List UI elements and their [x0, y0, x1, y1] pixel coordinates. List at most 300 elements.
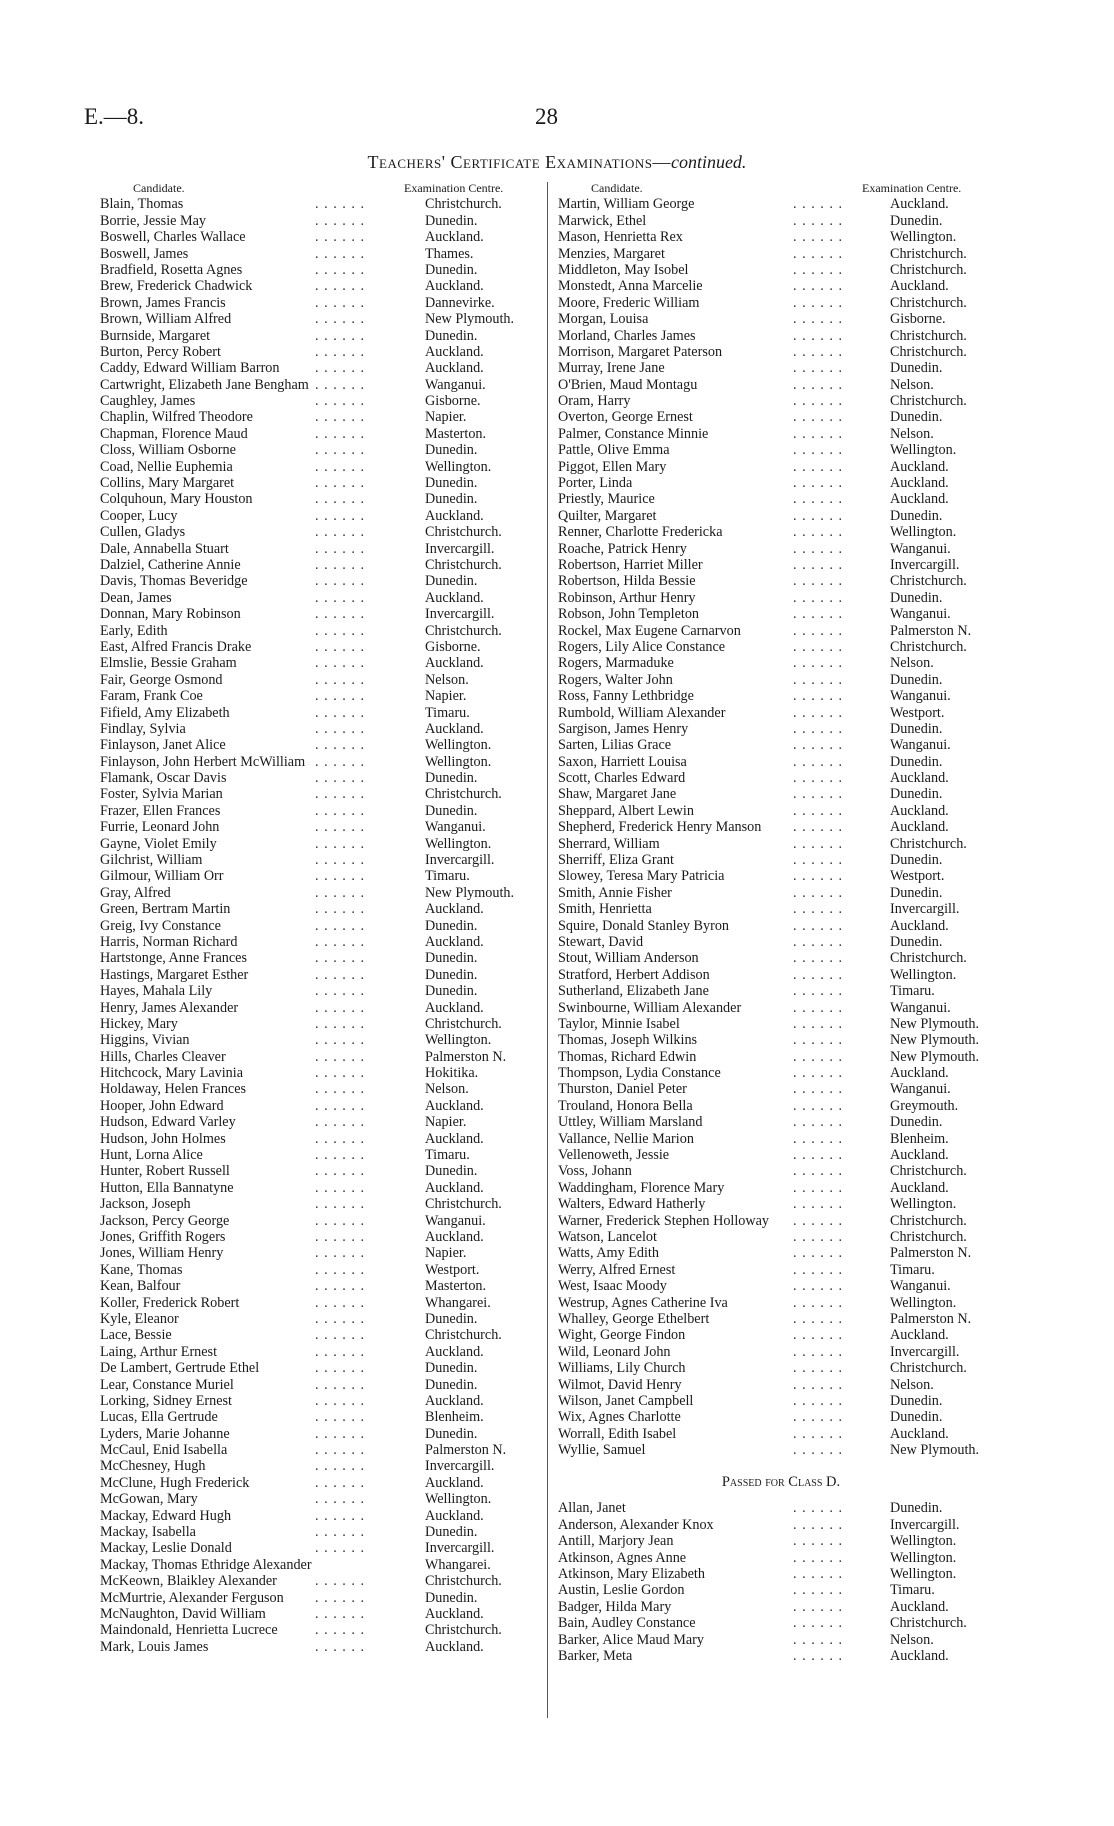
dot-leader: . . . . . .: [315, 1278, 366, 1295]
examination-centre: Timaru.: [425, 704, 470, 721]
dot-leader: . . . . . .: [315, 720, 366, 737]
examination-centre: New Plymouth.: [890, 1442, 980, 1459]
examination-centre: Dunedin.: [425, 802, 478, 819]
candidate-row: [558, 1180, 1014, 1196]
dot-leader: . . . . . .: [793, 1409, 844, 1426]
candidate-row: [558, 606, 1014, 622]
candidate-row: [558, 885, 1014, 901]
candidate-row: [558, 508, 1014, 524]
examination-centre: Palmerston N.: [890, 622, 972, 639]
examination-centre: Auckland.: [425, 1130, 484, 1147]
candidate-name: Cartwright, Elizabeth Jane Bengham: [100, 376, 309, 393]
examination-centre: Invercargill.: [890, 901, 960, 918]
examination-centre: Auckland.: [425, 507, 484, 524]
candidate-row: [100, 705, 520, 721]
candidate-name: Hudson, John Holmes: [100, 1130, 226, 1147]
left-column-header: [100, 180, 520, 196]
dot-leader: . . . . . .: [315, 294, 366, 311]
candidate-header: Candidate.: [133, 181, 185, 195]
candidate-row: [558, 1615, 1014, 1631]
examination-centre: Christchurch.: [425, 622, 502, 639]
examination-centre: Wellington.: [890, 524, 957, 541]
examination-centre: Invercargill.: [890, 1343, 960, 1360]
candidate-name: Bain, Audley Constance: [558, 1615, 696, 1632]
candidate-row: [100, 901, 520, 917]
page-number: 28: [535, 104, 558, 129]
examination-centre: Napier.: [425, 409, 467, 426]
dot-leader: . . . . . .: [793, 704, 844, 721]
candidate-row: [558, 1500, 1014, 1516]
examination-centre: Dunedin.: [425, 442, 478, 459]
candidate-row: [100, 1360, 520, 1376]
examination-centre: Wanganui.: [890, 737, 951, 754]
examination-centre: Auckland.: [890, 802, 949, 819]
candidate-name: Mackay, Leslie Donald: [100, 1540, 232, 1557]
examination-centre: Christchurch.: [425, 1196, 502, 1213]
candidate-name: Mackay, Edward Hugh: [100, 1507, 232, 1524]
candidate-name: Williams, Lily Church: [558, 1360, 686, 1377]
dot-leader: . . . . . .: [315, 556, 366, 573]
candidate-row: [558, 262, 1014, 278]
dot-leader: . . . . . .: [793, 835, 844, 852]
dot-leader: . . . . . .: [793, 655, 844, 672]
candidate-row: [100, 1393, 520, 1409]
dot-leader: . . . . . .: [315, 835, 366, 852]
examination-centre: New Plymouth.: [890, 1032, 980, 1049]
candidate-name: Brown, James Francis: [100, 294, 226, 311]
candidate-row: [558, 377, 1014, 393]
candidate-name: Foster, Sylvia Marian: [100, 786, 223, 803]
left-candidate-list: [100, 196, 520, 1655]
dot-leader: . . . . . .: [315, 343, 366, 360]
candidate-name: Thomas, Joseph Wilkins: [558, 1032, 698, 1049]
candidate-row: [558, 1360, 1014, 1376]
examination-centre: Dunedin.: [425, 212, 478, 229]
examination-centre: Wellington.: [425, 753, 492, 770]
candidate-name: Taylor, Minnie Isabel: [558, 1015, 680, 1032]
examination-centre: Invercargill.: [425, 606, 495, 623]
examination-centre: Dunedin.: [890, 884, 943, 901]
candidate-name: Davis, Thomas Beveridge: [100, 573, 248, 590]
candidate-row: [558, 311, 1014, 327]
dot-leader: . . . . . .: [315, 376, 366, 393]
candidate-name: Watson, Lancelot: [558, 1229, 657, 1245]
dot-leader: . . . . . .: [315, 245, 366, 262]
candidate-name: Middleton, May Isobel: [558, 261, 689, 278]
dot-leader: . . . . . .: [315, 1163, 366, 1180]
examination-centre: Wellington.: [890, 966, 957, 983]
candidate-name: Lucas, Ella Gertrude: [100, 1409, 218, 1426]
candidate-name: Trouland, Honora Bella: [558, 1097, 693, 1114]
candidate-row: [100, 1442, 520, 1458]
examination-centre: Wellington.: [425, 458, 492, 475]
candidate-name: Stout, William Anderson: [558, 950, 699, 967]
candidate-row: [558, 688, 1014, 704]
dot-leader: . . . . . .: [315, 1524, 366, 1541]
examination-centre: Dunedin.: [890, 1114, 943, 1131]
candidate-row: [558, 1229, 1014, 1245]
examination-centre: Dunedin.: [425, 770, 478, 787]
examination-centre: Dunedin.: [890, 720, 943, 737]
examination-centre: Christchurch.: [425, 1015, 502, 1032]
candidate-name: Watts, Amy Edith: [558, 1245, 659, 1262]
candidate-name: Greig, Ivy Constance: [100, 917, 221, 934]
candidate-row: [558, 196, 1014, 212]
candidate-row: [100, 1000, 520, 1016]
dot-leader: . . . . . .: [793, 1097, 844, 1114]
examination-centre: Nelson.: [890, 655, 934, 672]
examination-centre: Napier.: [425, 688, 467, 705]
candidate-name: Swinbourne, William Alexander: [558, 999, 742, 1016]
examination-centre: Auckland.: [890, 1147, 949, 1164]
dot-leader: . . . . . .: [793, 950, 844, 967]
dot-leader: . . . . . .: [793, 884, 844, 901]
examination-centre: Nelson.: [425, 1081, 469, 1098]
examination-centre: Auckland.: [425, 229, 484, 246]
dot-leader: . . . . . .: [315, 753, 366, 770]
dot-leader: . . . . . .: [793, 1048, 844, 1065]
examination-centre: Christchurch.: [425, 1327, 502, 1344]
dot-leader: . . . . . .: [315, 1343, 366, 1360]
examination-centre: Auckland.: [425, 278, 484, 295]
examination-centre: Dunedin.: [425, 1376, 478, 1393]
candidate-row: [100, 1508, 520, 1524]
candidate-row: [100, 1327, 520, 1343]
candidate-name: Pattle, Olive Emma: [558, 442, 670, 459]
dot-leader: . . . . . .: [793, 1196, 844, 1213]
examination-centre: Auckland.: [425, 1343, 484, 1360]
dot-leader: . . . . . .: [315, 966, 366, 983]
candidate-name: Saxon, Harriett Louisa: [558, 753, 687, 770]
examination-centre: Auckland.: [425, 655, 484, 672]
dot-leader: . . . . . .: [793, 1647, 844, 1664]
candidate-row: [100, 1229, 520, 1245]
candidate-row: [100, 1639, 520, 1655]
dot-leader: . . . . . .: [793, 1163, 844, 1180]
examination-centre: Invercargill.: [425, 1540, 495, 1557]
examination-centre: Whangarei.: [425, 1294, 491, 1311]
candidate-name: Bradfield, Rosetta Agnes: [100, 261, 243, 278]
candidate-row: [100, 967, 520, 983]
examination-centre: Wellington.: [425, 835, 492, 852]
candidate-name: Thompson, Lydia Constance: [558, 1065, 721, 1082]
candidate-row: [100, 1163, 520, 1179]
candidate-name: Jones, Griffith Rogers: [100, 1229, 226, 1245]
dot-leader: . . . . . .: [315, 950, 366, 967]
examination-centre: Dunedin.: [425, 475, 478, 492]
candidate-name: Jackson, Joseph: [100, 1196, 191, 1213]
class-d-candidate-list: [558, 1500, 1014, 1664]
examination-centre: Dunedin.: [890, 507, 943, 524]
candidate-row: [558, 1533, 1014, 1549]
dot-leader: . . . . . .: [315, 917, 366, 934]
dot-leader: . . . . . .: [793, 1442, 844, 1459]
examination-centre: Christchurch.: [890, 393, 967, 410]
examination-centre: Wellington.: [425, 737, 492, 754]
examination-centre: Wellington.: [425, 1491, 492, 1508]
candidate-name: Maindonald, Henrietta Lucrece: [100, 1622, 278, 1639]
candidate-name: Martin, William George: [558, 196, 695, 213]
examination-centre: Masterton.: [425, 1278, 487, 1295]
candidate-row: [558, 409, 1014, 425]
candidate-name: Faram, Frank Coe: [100, 688, 203, 705]
candidate-row: [558, 721, 1014, 737]
candidate-name: Thomas, Richard Edwin: [558, 1048, 697, 1065]
examination-centre: Auckland.: [890, 196, 949, 213]
candidate-name: Sarten, Lilias Grace: [558, 737, 672, 754]
candidate-row: [558, 1000, 1014, 1016]
dot-leader: . . . . . .: [315, 1638, 366, 1655]
examination-centre: Westport.: [890, 868, 945, 885]
examination-centre: Dunedin.: [890, 933, 943, 950]
examination-centre: Christchurch.: [425, 1573, 502, 1590]
dot-leader: . . . . . .: [315, 1130, 366, 1147]
candidate-row: [558, 1278, 1014, 1294]
candidate-name: Roache, Patrick Henry: [558, 540, 687, 557]
candidate-row: [100, 1458, 520, 1474]
examination-centre: Christchurch.: [890, 294, 967, 311]
dot-leader: . . . . . .: [793, 737, 844, 754]
candidate-row: [558, 573, 1014, 589]
candidate-row: [100, 524, 520, 540]
candidate-row: [558, 1344, 1014, 1360]
candidate-row: [100, 246, 520, 262]
candidate-name: Mackay, Isabella: [100, 1524, 196, 1541]
examination-centre: Wanganui.: [890, 540, 951, 557]
candidate-name: Barker, Meta: [558, 1647, 633, 1664]
dot-leader: . . . . . .: [793, 1582, 844, 1599]
candidate-row: [100, 278, 520, 294]
candidate-row: [100, 573, 520, 589]
dot-leader: . . . . . .: [315, 507, 366, 524]
dot-leader: . . . . . .: [315, 278, 366, 295]
candidate-row: [558, 1566, 1014, 1582]
examination-centre: Auckland.: [890, 278, 949, 295]
examination-centre: Auckland.: [425, 1179, 484, 1196]
candidate-name: Wight, George Findon: [558, 1327, 686, 1344]
candidate-name: Hudson, Edward Varley: [100, 1114, 236, 1131]
dot-leader: . . . . . .: [793, 1631, 844, 1648]
candidate-row: [558, 934, 1014, 950]
examination-centre: Christchurch.: [890, 638, 967, 655]
candidate-name: Whalley, George Ethelbert: [558, 1310, 710, 1327]
candidate-row: [100, 442, 520, 458]
candidate-name: McGowan, Mary: [100, 1491, 198, 1508]
dot-leader: . . . . . .: [315, 704, 366, 721]
examination-centre: Palmerston N.: [890, 1245, 972, 1262]
candidate-row: [100, 639, 520, 655]
candidate-row: [100, 344, 520, 360]
examination-centre: Auckland.: [890, 491, 949, 508]
candidate-name: Westrup, Agnes Catherine Iva: [558, 1294, 728, 1311]
candidate-row: [100, 606, 520, 622]
examination-centre: Invercargill.: [425, 540, 495, 557]
candidate-row: [558, 1016, 1014, 1032]
candidate-name: Morrison, Margaret Paterson: [558, 343, 723, 360]
dot-leader: . . . . . .: [315, 393, 366, 410]
candidate-name: Warner, Frederick Stephen Holloway: [558, 1212, 770, 1229]
dot-leader: . . . . . .: [793, 1425, 844, 1442]
examination-centre: Auckland.: [425, 1229, 484, 1245]
examination-centre: Wanganui.: [890, 999, 951, 1016]
dot-leader: . . . . . .: [793, 343, 844, 360]
candidate-row: [558, 705, 1014, 721]
dot-leader: . . . . . .: [315, 327, 366, 344]
dot-leader: . . . . . .: [793, 638, 844, 655]
candidate-row: [100, 1475, 520, 1491]
examination-centre: Auckland.: [425, 1474, 484, 1491]
candidate-row: [558, 803, 1014, 819]
dot-leader: . . . . . .: [315, 1015, 366, 1032]
examination-centre: Christchurch.: [890, 950, 967, 967]
dot-leader: . . . . . .: [315, 1474, 366, 1491]
dot-leader: . . . . . .: [793, 327, 844, 344]
examination-centre: Wanganui.: [425, 819, 486, 836]
candidate-row: [558, 1442, 1014, 1458]
dot-leader: . . . . . .: [793, 933, 844, 950]
dot-leader: . . . . . .: [793, 491, 844, 508]
candidate-name: Ross, Fanny Lethbridge: [558, 688, 694, 705]
candidate-row: [100, 836, 520, 852]
examination-centre: Dunedin.: [425, 1589, 478, 1606]
dot-leader: . . . . . .: [793, 852, 844, 869]
candidate-row: [558, 393, 1014, 409]
candidate-name: McNaughton, David William: [100, 1605, 266, 1622]
examination-centre: Nelson.: [890, 425, 934, 442]
candidate-row: [558, 836, 1014, 852]
candidate-row: [558, 1131, 1014, 1147]
candidate-row: [100, 1409, 520, 1425]
dot-leader: . . . . . .: [315, 737, 366, 754]
candidate-name: Rogers, Lily Alice Constance: [558, 638, 726, 655]
candidate-row: [100, 590, 520, 606]
candidate-name: O'Brien, Maud Montagu: [558, 376, 698, 393]
candidate-row: [558, 295, 1014, 311]
candidate-row: [100, 409, 520, 425]
dot-leader: . . . . . .: [793, 1032, 844, 1049]
candidate-row: [100, 393, 520, 409]
left-column: [100, 180, 520, 1655]
examination-centre: Wellington.: [425, 1032, 492, 1049]
examination-centre: Dunedin.: [890, 1500, 943, 1517]
examination-centre: Dunedin.: [890, 671, 943, 688]
candidate-name: Jackson, Percy George: [100, 1212, 230, 1229]
dot-leader: . . . . . .: [315, 212, 366, 229]
candidate-row: [100, 1065, 520, 1081]
dot-leader: . . . . . .: [315, 688, 366, 705]
examination-centre: Dunedin.: [890, 1409, 943, 1426]
examination-centre: Dunedin.: [890, 753, 943, 770]
candidate-row: [100, 852, 520, 868]
candidate-name: Coad, Nellie Euphemia: [100, 458, 233, 475]
centre-header: Examination Centre.: [404, 181, 504, 195]
dot-leader: . . . . . .: [315, 540, 366, 557]
examination-centre: Auckland.: [890, 770, 949, 787]
dot-leader: . . . . . .: [315, 1622, 366, 1639]
candidate-row: [100, 803, 520, 819]
examination-centre: Auckland.: [425, 1097, 484, 1114]
dot-leader: . . . . . .: [315, 655, 366, 672]
dot-leader: . . . . . .: [315, 1245, 366, 1262]
dot-leader: . . . . . .: [315, 409, 366, 426]
examination-centre: Wanganui.: [890, 688, 951, 705]
dot-leader: . . . . . .: [315, 884, 366, 901]
candidate-name: Jones, William Henry: [100, 1245, 224, 1262]
candidate-name: Closs, William Osborne: [100, 442, 236, 459]
candidate-row: [100, 1557, 520, 1573]
examination-centre: Nelson.: [890, 1376, 934, 1393]
candidate-row: [100, 541, 520, 557]
right-column-header: [558, 180, 1014, 196]
candidate-name: Mason, Henrietta Rex: [558, 229, 683, 246]
examination-centre: Christchurch.: [890, 1163, 967, 1180]
candidate-name: Worrall, Edith Isabel: [558, 1425, 677, 1442]
candidate-row: [558, 770, 1014, 786]
examination-centre: Wellington.: [890, 1566, 957, 1583]
examination-centre: Auckland.: [425, 343, 484, 360]
examination-centre: Dunedin.: [425, 261, 478, 278]
candidate-row: [558, 541, 1014, 557]
examination-centre: Blenheim.: [425, 1409, 484, 1426]
dot-leader: . . . . . .: [315, 1376, 366, 1393]
candidate-name: Atkinson, Mary Elizabeth: [558, 1566, 705, 1583]
examination-centre: Auckland.: [890, 1065, 949, 1082]
candidate-name: Rogers, Marmaduke: [558, 655, 674, 672]
dot-leader: . . . . . .: [793, 966, 844, 983]
examination-centre: Westport.: [890, 704, 945, 721]
dot-leader: . . . . . .: [315, 1261, 366, 1278]
examination-centre: Dunedin.: [425, 327, 478, 344]
candidate-row: [558, 1032, 1014, 1048]
candidate-name: Finlayson, Janet Alice: [100, 737, 226, 754]
dot-leader: . . . . . .: [793, 688, 844, 705]
candidate-row: [100, 1081, 520, 1097]
candidate-name: Hitchcock, Mary Lavinia: [100, 1065, 244, 1082]
examination-centre: Wellington.: [890, 442, 957, 459]
candidate-name: Higgins, Vivian: [100, 1032, 190, 1049]
candidate-row: [100, 1278, 520, 1294]
candidate-name: Wild, Leonard John: [558, 1343, 671, 1360]
candidate-row: [558, 901, 1014, 917]
candidate-row: [558, 1327, 1014, 1343]
examination-centre: Christchurch.: [425, 556, 502, 573]
candidate-name: Koller, Frederick Robert: [100, 1294, 240, 1311]
examination-centre: Timaru.: [890, 1582, 935, 1599]
candidate-name: Gayne, Violet Emily: [100, 835, 217, 852]
candidate-row: [100, 1147, 520, 1163]
candidate-name: Collins, Mary Margaret: [100, 475, 235, 492]
dot-leader: . . . . . .: [793, 1310, 844, 1327]
examination-centre: Wellington.: [890, 1533, 957, 1550]
examination-centre: Masterton.: [425, 425, 487, 442]
candidate-row: [100, 262, 520, 278]
title-main: Teachers' Certificate Examinations—: [367, 152, 671, 172]
candidate-row: [100, 819, 520, 835]
examination-centre: Auckland.: [890, 917, 949, 934]
candidate-name: Furrie, Leonard John: [100, 819, 220, 836]
candidate-name: Findlay, Sylvia: [100, 720, 186, 737]
dot-leader: . . . . . .: [793, 245, 844, 262]
candidate-row: [558, 459, 1014, 475]
candidate-name: Burton, Percy Robert: [100, 343, 221, 360]
candidate-name: Flamank, Oscar Davis: [100, 770, 227, 787]
candidate-row: [100, 1032, 520, 1048]
examination-centre: Wanganui.: [425, 1212, 486, 1229]
dot-leader: . . . . . .: [793, 1245, 844, 1262]
examination-centre: Wanganui.: [425, 376, 486, 393]
examination-centre: Wanganui.: [890, 1278, 951, 1295]
dot-leader: . . . . . .: [793, 606, 844, 623]
